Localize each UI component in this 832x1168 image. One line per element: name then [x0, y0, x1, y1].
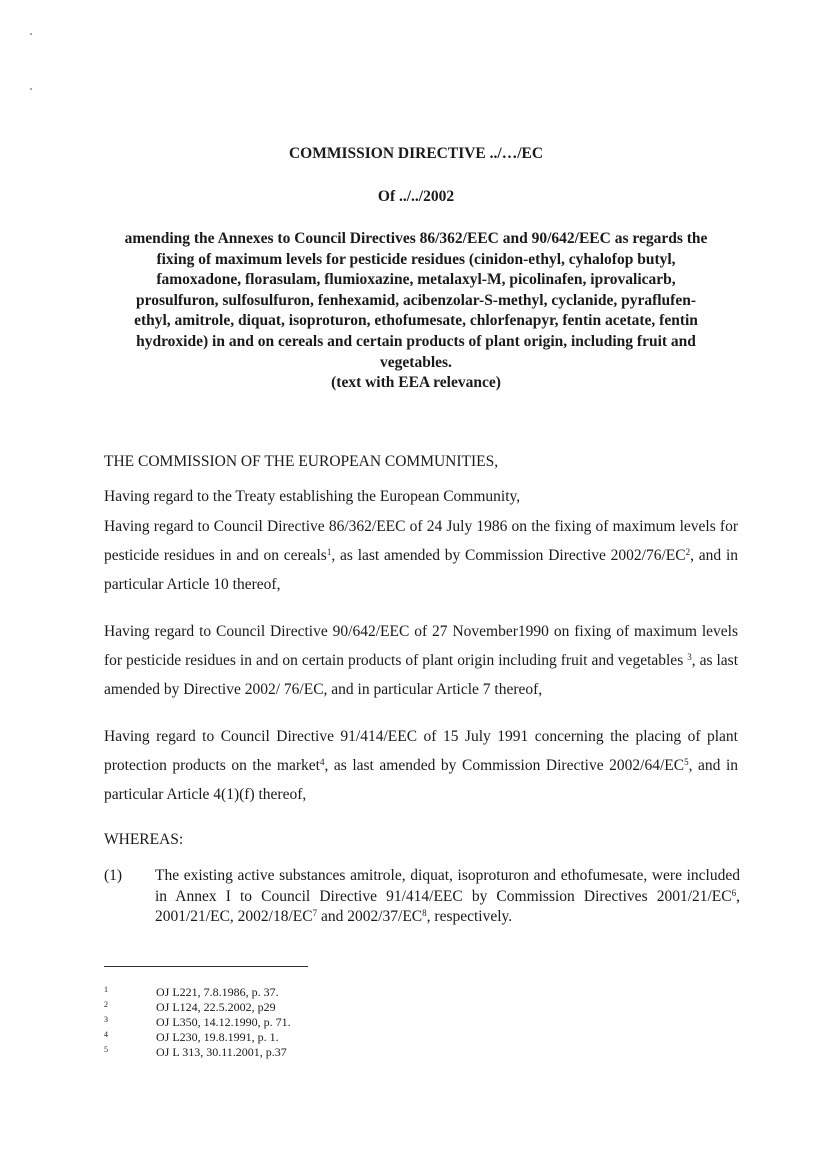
subject-line: ethyl, amitrole, diquat, isoproturon, ethofumesate, chlorfenapyr, fentin acetate, fentin [134, 312, 698, 330]
footnote-number: 2 [104, 1000, 108, 1009]
document-title: COMMISSION DIRECTIVE ../…/EC [288, 145, 544, 162]
subject-line: fixing of maximum levels for pesticide residues (cinidon-ethyl, cyhalofop butyl, [156, 250, 676, 268]
footnote-text: OJ L230, 19.8.1991, p. 1. [156, 1030, 279, 1044]
footnote-separator [104, 966, 308, 967]
footnote-text: OJ L124, 22.5.2002, p29 [156, 1000, 276, 1014]
footnote-text: OJ L221, 7.8.1986, p. 37. [156, 985, 279, 999]
footnote-ref[interactable]: 7 [312, 908, 318, 918]
footnote-ref[interactable]: 5 [684, 757, 689, 767]
subject-line: famoxadone, florasulam, flumioxazine, metalaxyl-M, picolinafen, iprovalicarb, [156, 271, 676, 289]
document-subject [100, 229, 732, 394]
whereas-heading: WHEREAS: [104, 831, 184, 848]
footnote-number: 3 [104, 1015, 108, 1024]
footnote-number: 5 [104, 1045, 108, 1054]
citation-treaty: Having regard to the Treaty establishing the European Community, [104, 488, 521, 505]
subject-line: vegetables. [380, 353, 452, 371]
recital-number: (1) [104, 867, 123, 884]
footnote-ref[interactable]: 3 [687, 652, 692, 662]
institution-line: THE COMMISSION OF THE EUROPEAN COMMUNITIES, [104, 453, 499, 470]
footnote-ref[interactable]: 1 [326, 547, 332, 557]
subject-line: amending the Annexes to Council Directives 86/362/EEC and 90/642/EEC as regards the [124, 230, 708, 247]
citation-market: Having regard to Council Directive 91/414/EEC of 15 July 1991 concerning the placing of plant protection products on the market$^4$, as last amended by Commission Directive $2002/64/EC^5$, and in particular Article 4(1)(f) thereof, [104, 728, 739, 803]
footnote-ref[interactable]: 2 [685, 547, 691, 557]
scan-speck [30, 33, 32, 35]
footnote-ref[interactable]: 6 [731, 887, 737, 898]
footnote-number: 4 [104, 1030, 108, 1039]
scan-speck [30, 88, 32, 90]
footnote-ref[interactable]: 8 [422, 908, 427, 918]
subject-line: prosulfuron, sulfosulfuron, fenhexamid, acibenzolar-S-methyl, cyclanide, pyraflufen- [135, 291, 697, 309]
eea-relevance: (text with EEA relevance) [331, 374, 501, 392]
citation-plant-products: Having regard to Council Directive 90/642/EEC of 27 November1990 on fixing of maximum levels for pesticide residues in and on certain products of plant origin including fruit and vegetables $^3$, as last amended by Directive 2002/ 76/EC, and in particular Article 7 thereof, [104, 623, 739, 698]
footnote-text: OJ L350, 14.12.1990, p. 71. [156, 1015, 291, 1029]
footnote-text: OJ L 313, 30.11.2001, p.37 [156, 1045, 287, 1059]
document-date: Of ../../2002 [377, 188, 455, 205]
subject-line: hydroxide) in and on cereals and certain products of plant origin, including fruit and [136, 332, 696, 350]
recital-text: The existing active substances amitrole, diquat, isoproturon and ethofumesate, were included in Annex I to Council Directive 91/414/EEC by Commission Directives $2001/21/EC^6$, 2001/21/EC, $2002/18/EC^7$ and $2002/37/EC^8$, respectively. [155, 867, 740, 925]
footnote-number: 1 [104, 985, 108, 994]
footnote-ref[interactable]: 4 [319, 757, 325, 767]
citation-cereals: Having regard to Council Directive 86/362/EEC of 24 July 1986 on the fixing of maximum levels for pesticide residues in and on cereals$^1$, as last amended by Commission Directive $2002/76/EC^2$, and in particular Article 10 thereof, [104, 518, 738, 593]
